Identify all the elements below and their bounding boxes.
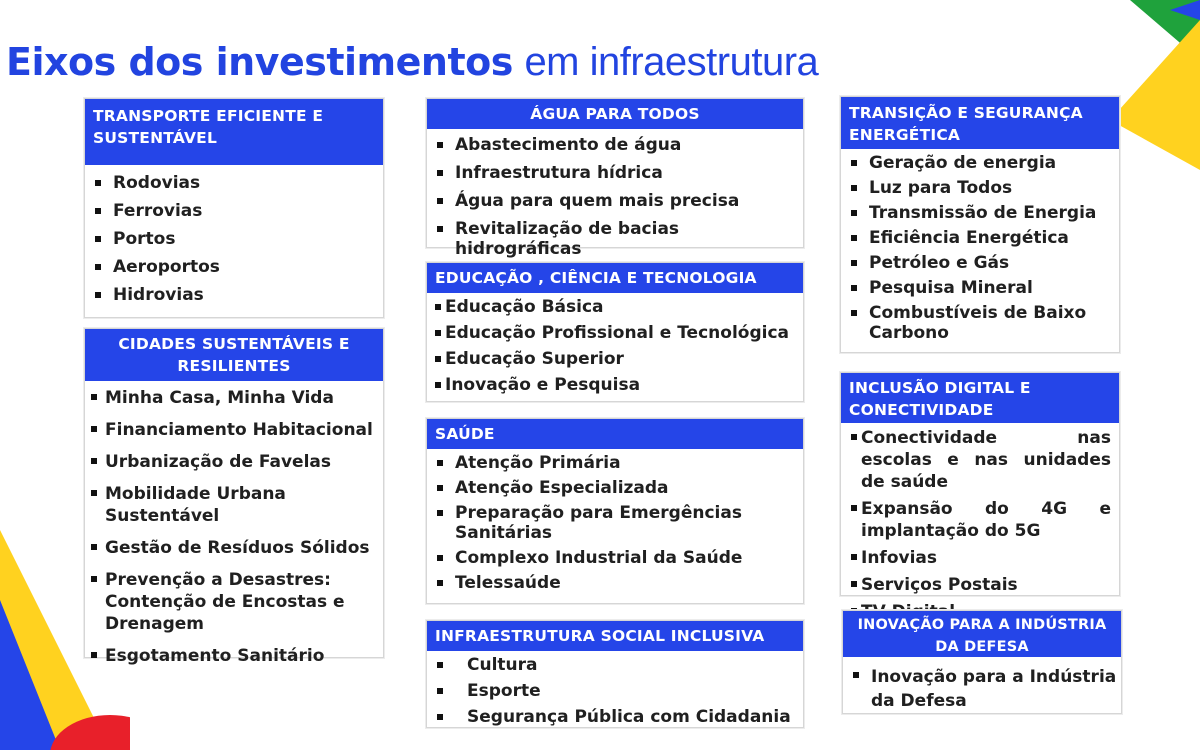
list-item bbox=[91, 387, 383, 409]
list-item-text: Infovias bbox=[861, 548, 938, 568]
list-item bbox=[95, 257, 383, 277]
card-header: EDUCAÇÃO , CIÊNCIA E TECNOLOGIA bbox=[427, 263, 803, 293]
bullet-icon bbox=[437, 485, 443, 491]
list-item bbox=[851, 253, 1119, 273]
list-item bbox=[851, 303, 1119, 343]
list-item bbox=[91, 451, 383, 473]
bullet-icon bbox=[851, 210, 857, 216]
card-header: TRANSPORTE EFICIENTE E SUSTENTÁVEL bbox=[85, 99, 383, 165]
list-item-text: Geração de energia bbox=[869, 153, 1057, 173]
list-item bbox=[435, 349, 803, 369]
bullet-icon bbox=[437, 714, 443, 720]
list-item bbox=[435, 323, 803, 343]
bullet-icon bbox=[851, 185, 857, 191]
list-item-text: Luz para Todos bbox=[869, 178, 1013, 198]
list-item bbox=[91, 645, 383, 667]
card-agua bbox=[426, 98, 804, 259]
list-item-text: Aeroportos bbox=[113, 257, 220, 277]
list-item bbox=[437, 219, 803, 259]
bullet-icon bbox=[95, 264, 101, 270]
list-item-text: Inovação e Pesquisa bbox=[445, 375, 641, 395]
list-item-text: Conectividade nas escolas e nas unidades de saúde bbox=[861, 428, 1111, 492]
bullet-icon bbox=[851, 160, 857, 166]
card-header: TRANSIÇÃO E SEGURANÇA ENERGÉTICA bbox=[841, 97, 1119, 149]
item-list bbox=[85, 165, 383, 305]
bullet-icon bbox=[91, 458, 97, 464]
list-item bbox=[91, 419, 383, 441]
list-item bbox=[853, 665, 1121, 713]
card-header: INCLUSÃO DIGITAL E CONECTIVIDADE bbox=[841, 373, 1119, 423]
list-item-text: Atenção Especializada bbox=[455, 478, 669, 498]
list-item bbox=[437, 191, 803, 211]
card-defesa bbox=[842, 610, 1122, 714]
list-item bbox=[95, 201, 383, 221]
list-item-text: Hidrovias bbox=[113, 285, 204, 305]
bullet-icon bbox=[91, 652, 97, 658]
list-item bbox=[435, 297, 803, 317]
bullet-icon bbox=[437, 198, 443, 204]
bullet-icon bbox=[437, 226, 443, 232]
bullet-icon bbox=[851, 581, 857, 587]
bullet-icon bbox=[437, 142, 443, 148]
bullet-icon bbox=[91, 544, 97, 550]
card-header: INOVAÇÃO PARA A INDÚSTRIA DA DEFESA bbox=[843, 611, 1121, 657]
list-item bbox=[437, 681, 803, 701]
item-list bbox=[427, 651, 803, 727]
bullet-icon bbox=[91, 394, 97, 400]
card-educacao bbox=[426, 262, 804, 402]
bullet-icon bbox=[851, 285, 857, 291]
item-list bbox=[841, 423, 1119, 623]
bullet-icon bbox=[851, 554, 857, 560]
list-item-text: Telessaúde bbox=[455, 573, 561, 593]
list-item-text: Atenção Primária bbox=[455, 453, 621, 473]
list-item bbox=[91, 483, 383, 527]
bullet-icon bbox=[91, 576, 97, 582]
list-item bbox=[95, 285, 383, 305]
list-item-text: Abastecimento de água bbox=[455, 135, 682, 155]
bullet-icon bbox=[95, 180, 101, 186]
item-list bbox=[427, 449, 803, 593]
card-header: SAÚDE bbox=[427, 419, 803, 449]
list-item-text: Ferrovias bbox=[113, 201, 203, 221]
item-list bbox=[841, 149, 1119, 343]
bullet-icon bbox=[853, 672, 859, 678]
list-item-text: Revitalização de bacias hidrográficas bbox=[455, 219, 680, 259]
list-item-text: Gestão de Resíduos Sólidos bbox=[105, 538, 370, 558]
list-item bbox=[851, 574, 1111, 596]
list-item bbox=[437, 163, 803, 183]
bullet-icon bbox=[437, 460, 443, 466]
card-header: CIDADES SUSTENTÁVEIS E RESILIENTES bbox=[85, 329, 383, 381]
list-item bbox=[851, 228, 1119, 248]
bullet-icon bbox=[437, 688, 443, 694]
bullet-icon bbox=[437, 555, 443, 561]
list-item bbox=[91, 537, 383, 559]
bullet-icon bbox=[91, 490, 97, 496]
list-item bbox=[851, 278, 1119, 298]
list-item bbox=[91, 569, 383, 635]
bullet-icon bbox=[95, 292, 101, 298]
list-item bbox=[437, 655, 803, 675]
bullet-icon bbox=[851, 434, 857, 440]
bullet-icon bbox=[435, 304, 441, 310]
list-item-text: Rodovias bbox=[113, 173, 201, 193]
bullet-icon bbox=[437, 580, 443, 586]
card-digital bbox=[840, 372, 1120, 596]
list-item-text: Esporte bbox=[467, 681, 541, 701]
list-item-text: Educação Profissional e Tecnológica bbox=[445, 323, 789, 343]
card-header: ÁGUA PARA TODOS bbox=[427, 99, 803, 129]
list-item-text: Mobilidade Urbana Sustentável bbox=[105, 484, 286, 526]
list-item-text: Esgotamento Sanitário bbox=[105, 646, 325, 666]
item-list bbox=[427, 129, 803, 259]
list-item-text: Eficiência Energética bbox=[869, 228, 1069, 248]
list-item-text: Complexo Industrial da Saúde bbox=[455, 548, 743, 568]
title-light: em infraestrutura bbox=[524, 40, 819, 84]
list-item-text: Portos bbox=[113, 229, 176, 249]
bullet-icon bbox=[851, 505, 857, 511]
list-item bbox=[95, 229, 383, 249]
list-item-text: Segurança Pública com Cidadania bbox=[467, 707, 791, 727]
list-item bbox=[437, 135, 803, 155]
card-saude bbox=[426, 418, 804, 604]
card-social bbox=[426, 620, 804, 728]
title-bold: Eixos dos investimentos bbox=[6, 40, 513, 84]
list-item-text: Infraestrutura hídrica bbox=[455, 163, 663, 183]
bullet-icon bbox=[95, 208, 101, 214]
list-item bbox=[437, 453, 803, 473]
bullet-icon bbox=[851, 260, 857, 266]
item-list bbox=[427, 293, 803, 395]
list-item-text: Urbanização de Favelas bbox=[105, 452, 332, 472]
list-item bbox=[851, 178, 1119, 198]
list-item bbox=[437, 707, 803, 727]
list-item bbox=[437, 573, 803, 593]
bullet-icon bbox=[435, 382, 441, 388]
list-item bbox=[437, 548, 803, 568]
list-item-text: Financiamento Habitacional bbox=[105, 420, 373, 440]
bullet-icon bbox=[95, 236, 101, 242]
card-transicao bbox=[840, 96, 1120, 353]
page-title bbox=[6, 36, 818, 88]
list-item bbox=[851, 153, 1119, 173]
list-item bbox=[437, 503, 803, 543]
list-item-text: Cultura bbox=[467, 655, 538, 675]
list-item bbox=[437, 478, 803, 498]
list-item-text: Prevenção a Desastres: Contenção de Encostas e Drenagem bbox=[105, 570, 345, 634]
list-item bbox=[95, 173, 383, 193]
list-item-text: Preparação para Emergências Sanitárias bbox=[455, 503, 742, 543]
card-transporte bbox=[84, 98, 384, 318]
list-item bbox=[851, 427, 1111, 493]
list-item-text: Água para quem mais precisa bbox=[455, 191, 740, 211]
bullet-icon bbox=[437, 510, 443, 516]
bullet-icon bbox=[91, 426, 97, 432]
list-item-text: Pesquisa Mineral bbox=[869, 278, 1033, 298]
bullet-icon bbox=[435, 356, 441, 362]
list-item-text: Educação Superior bbox=[445, 349, 624, 369]
list-item bbox=[851, 203, 1119, 223]
bullet-icon bbox=[437, 170, 443, 176]
bullet-icon bbox=[437, 662, 443, 668]
bullet-icon bbox=[851, 310, 857, 316]
top-right-decoration bbox=[1110, 0, 1200, 170]
list-item-text: Inovação para a Indústria da Defesa bbox=[871, 667, 1117, 711]
list-item bbox=[851, 547, 1111, 569]
list-item-text: Minha Casa, Minha Vida bbox=[105, 388, 334, 408]
list-item-text: Educação Básica bbox=[445, 297, 604, 317]
card-cidades bbox=[84, 328, 384, 666]
item-list bbox=[85, 381, 383, 667]
bullet-icon bbox=[851, 235, 857, 241]
list-item bbox=[851, 498, 1111, 542]
list-item-text: Combustíveis de Baixo Carbono bbox=[869, 303, 1087, 343]
list-item-text: Serviços Postais bbox=[861, 575, 1018, 595]
item-list bbox=[843, 657, 1121, 713]
list-item-text: Expansão do 4G e implantação do 5G bbox=[861, 499, 1111, 541]
card-header: INFRAESTRUTURA SOCIAL INCLUSIVA bbox=[427, 621, 803, 651]
list-item bbox=[435, 375, 803, 395]
list-item-text: Petróleo e Gás bbox=[869, 253, 1010, 273]
list-item-text: Transmissão de Energia bbox=[869, 203, 1097, 223]
bullet-icon bbox=[435, 330, 441, 336]
